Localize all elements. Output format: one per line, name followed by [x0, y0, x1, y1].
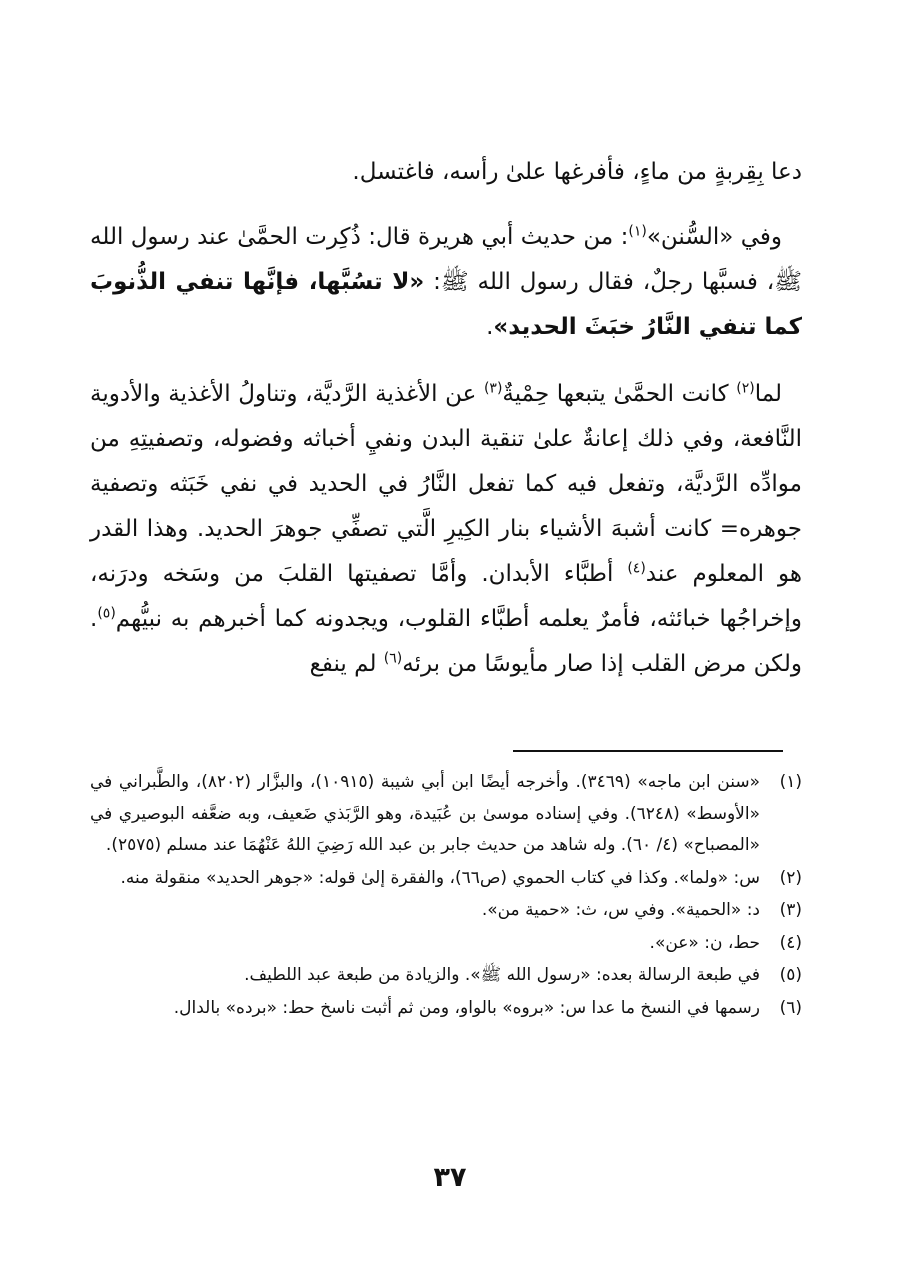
footnote-4 [90, 928, 802, 960]
paragraph-3-part-5: . ولكن مرض القلب إذا صار مأيوسًا من برئه [90, 606, 802, 677]
footnote-text: «سنن ابن ماجه» (٣٤٦٩). وأخرجه أيضًا ابن أبي شيبة (١٠٩١٥)، والبزَّار (٨٢٠٢)، والطَّبراني في «الأوسط» (٦٢٤٨). وفي إسناده موسىٰ بن عُبَيدة، وهو الرَّبَذي ضَعيف، وبه ضعَّفه البوصيري في «المصباح» (٤/ ٦٠). وله شاهد من حديث جابر بن عبد الله رَضِيَ اللهُ عَنْهُمَا عند مسلم (٢٥٧٥). [90, 772, 760, 855]
footnote-1 [90, 767, 802, 862]
footnote-text: س: «ولما». وكذا في كتاب الحموي (ص٦٦)، والفقرة إلىٰ قوله: «جوهر الحديد» منقولة منه. [120, 867, 760, 888]
paragraph-3-part-2: كانت الحمَّىٰ يتبعها حِمْيةٌ [502, 381, 737, 407]
paragraph-3-part-1: لما [754, 381, 782, 407]
footnote-ref-2[interactable]: (٢) [736, 380, 755, 397]
footnote-ref-5[interactable]: (٥) [97, 605, 116, 622]
footnote-number: (٢) [779, 867, 802, 888]
footnote-ref-3[interactable]: (٣) [483, 380, 503, 397]
paragraph-2-end: . [486, 314, 494, 340]
footnote-number: (٣) [779, 900, 802, 920]
footnote-text: حط، ن: «عن». [649, 932, 760, 953]
hadith-quote: «لا تسُبَّها، فإنَّها تنفي الذُّنوبَ كما تنفي النَّارُ خبَثَ الحديد» [90, 269, 802, 340]
footnote-number: (١) [779, 772, 802, 792]
paragraph-3-part-3: عن الأغذية الرَّديَّة، وتناولُ الأغذية والأدوية النَّافعة، وفي ذلك إعانةٌ علىٰ تنقية البدن ونفيِ أخباثه وفضوله، وتصفيتِهِ من موادِّه الرَّديَّة، وتفعل فيه كما تفعل النَّارُ في الحديد في نفي خَبَثه وتصفية جوهره= كانت أشبهَ الأشياء بنار الكِيرِ الَّتي تصفِّي جوهرَ الحديد. وهذا القدر هو المعلوم عند [90, 381, 802, 587]
paragraph-1: دعا بِقِربةٍ من ماءٍ، فأفرغها علىٰ رأسه، فاغتسل. [352, 159, 802, 185]
footnote-5 [90, 960, 802, 992]
footnote-ref-6[interactable]: (٦) [383, 650, 403, 667]
footnote-ref-4[interactable]: (٤) [627, 560, 646, 577]
footnote-ref-1[interactable]: (١) [628, 223, 647, 240]
paragraph-2-text: : من حديث أبي هريرة قال: ذُكِرت الحمَّىٰ عند رسول الله ﷺ، فسبَّها رجلٌ، فقال رسول الله ﷺ: [90, 224, 802, 295]
paragraph-3 [90, 372, 802, 687]
footnote-separator [513, 750, 783, 752]
main-text [90, 150, 802, 687]
paragraph-2-intro: وفي «السُّنن» [646, 224, 782, 250]
paragraph-3-part-4: أطبَّاء الأبدان. وأمَّا تصفيتها القلبَ من وسَخه ودرَنه، وإخراجُها خبائثه، فأمرٌ يعلمه أطبَّاء القلوب، ويجدونه كما أخبرهم به نبيُّهم [90, 561, 802, 632]
footnote-number: (٤) [779, 932, 802, 953]
footnote-number: (٦) [779, 997, 802, 1018]
page-number: ٣٧ [433, 1162, 467, 1193]
footnote-2 [90, 863, 802, 895]
paragraph-3-part-6: لم ينفع [309, 651, 384, 677]
footnote-text: في طبعة الرسالة بعده: «رسول الله ﷺ». والزيادة من طبعة عبد اللطيف. [244, 965, 760, 985]
footnote-text: د: «الحمية». وفي س، ث: «حمية من». [481, 900, 760, 920]
footnote-6 [90, 993, 802, 1025]
footnote-number: (٥) [779, 965, 802, 985]
footnotes [90, 767, 802, 1025]
paragraph-2 [90, 215, 802, 350]
footnote-3 [90, 895, 802, 927]
footnote-text: رسمها في النسخ ما عدا س: «بروه» بالواو، ومن ثم أثبت ناسخ حط: «برده» بالدال. [173, 997, 760, 1018]
